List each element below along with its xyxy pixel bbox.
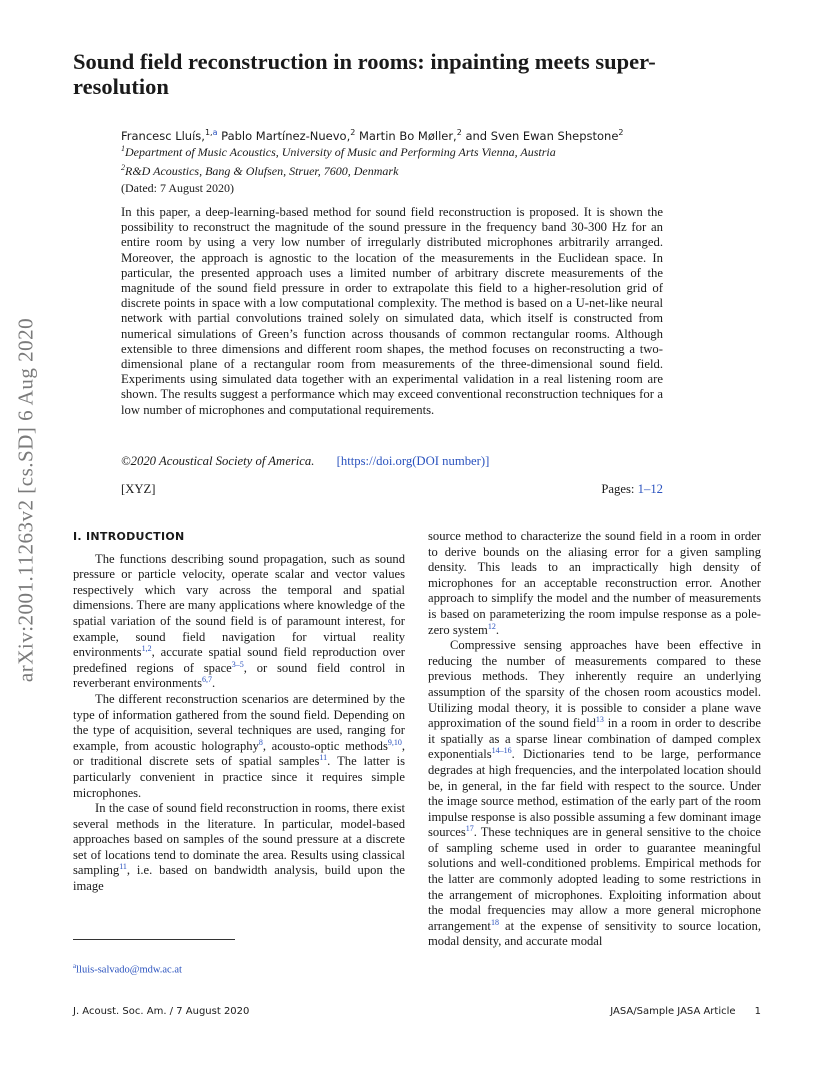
footer-journal: J. Acoust. Soc. Am. / 7 August 2020 — [73, 1006, 250, 1017]
affiliation-text: R&D Acoustics, Bang & Olufsen, Struer, 7600, Denmark — [125, 164, 399, 178]
citation-link[interactable]: 6,7 — [202, 675, 213, 685]
paragraph: Compressive sensing approaches have been effective in reducing the number of measurements compared to these previous methods. They inherently require an underlying assumption of the sparsity of the chosen room acoustics model. Utilizing modal theory, it is possible to consider a plane wave approximation of the sound field$^{13}$ in a room in order to describe it spatially as a sparse linear combination of damped complex exponentials$^{14-16}$. Dictionaries tend to be large, performance degrades at high frequencies, and the interpolated location should be, in general, in the far field with respect to the source. Under the image source method, estimation of the early part of the room impulse response is also possible assuming a few dominant image sources$^{17}$. These techniques are in general sensitive to the choice of sampling scheme used in order to guarantee meaningful solutions and well-conditioned problems. Empirical methods for the latter are commonly adopted leading to some restrictions in the arrangement of microphones. Exploiting information about the modal frequencies may allow a more general microphone arrangement$^{18}$ at the expense of sensitivity to source location, modal density, and accurate modal — [428, 638, 761, 949]
page-number: 1 — [754, 1006, 761, 1017]
affiliation-1 — [121, 141, 681, 160]
left-column — [73, 529, 405, 895]
author-name: Pablo Martínez-Nuevo, — [217, 128, 351, 143]
citation-link[interactable]: 8 — [258, 737, 263, 747]
author-name: Francesc Lluís, — [121, 128, 205, 143]
paragraph: source method to characterize the sound field in a room in order to derive bounds on the aliasing error for a given sampling density. This leads to an impractically high density of microphones for an acceptable reconstruction error. Another approach to simplify the model and the number of measurements is based on parameterizing the room impulse response as a pole-zero system$^{12}$. — [428, 529, 761, 637]
citation-link[interactable]: 14–16 — [491, 746, 512, 756]
footer-right — [560, 1006, 761, 1017]
copyright-text: ©2020 Acoustical Society of America. — [121, 454, 315, 468]
footnote-divider — [73, 939, 235, 940]
author-affil-sup: 2 — [350, 128, 356, 137]
affiliation-2 — [121, 160, 681, 179]
author-affil-sup: 2 — [456, 128, 462, 137]
doi-link[interactable]: [https://doi.org(DOI number)] — [336, 454, 490, 468]
affiliation-number: 1 — [121, 144, 125, 153]
paragraph: The different reconstruction scenarios are determined by the type of information gathered from the sound field. Depending on the type of acquisition, several techniques are used, ranging for example, from acoustic holography$^8$, acousto-optic methods$^{9,10}$, or traditional discrete sets of spatial samples$^{11}$. The latter is particularly convenient in practice since it requires simple microphones. — [73, 691, 406, 800]
paper-title: Sound field reconstruction in rooms: inpainting meets super-resolution — [73, 49, 656, 99]
citation-link[interactable]: 12 — [487, 621, 496, 631]
author-footnote-link[interactable]: a — [212, 128, 218, 137]
footnote-mark: a — [73, 962, 77, 970]
pages-link[interactable]: 1–12 — [637, 482, 663, 496]
affiliation-text: Department of Music Acoustics, University of Music and Performing Arts Vienna, Austria — [125, 145, 556, 159]
right-column — [428, 529, 761, 950]
citation-link[interactable]: 9,10 — [387, 737, 402, 747]
section-heading: I. INTRODUCTION — [73, 530, 185, 543]
pages-info — [560, 482, 663, 497]
author-name: Martin Bo Møller, — [355, 128, 457, 143]
dated-line: (Dated: 7 August 2020) — [121, 181, 234, 195]
paragraph: In the case of sound field reconstruction in rooms, there exist several methods in the literature. In particular, model-based approaches based on samples of the sound pressure at a discrete set of locations tend to dominate the area. Results using classical sampling$^{11}$, i.e. based on bandwidth analysis, build upon the image — [73, 801, 405, 894]
affiliation-number: 2 — [121, 163, 125, 172]
footnote — [73, 962, 182, 976]
citation-link[interactable]: 13 — [595, 714, 604, 724]
author-affil-sup: 2 — [618, 128, 624, 137]
citation-link[interactable]: 11 — [319, 753, 328, 763]
author-name: and Sven Ewan Shepstone — [461, 128, 619, 143]
xyz-code: [XYZ] — [121, 482, 156, 496]
arxiv-sidebar — [4, 290, 48, 710]
abstract — [121, 205, 663, 418]
email-link[interactable]: lluis-salvado@mdw.ac.at — [76, 964, 182, 976]
affiliations — [121, 141, 681, 179]
abstract-text: In this paper, a deep-learning-based method for sound field reconstruction is proposed. It is shown the possibility to reconstruct the magnitude of the sound pressure in the frequency band 30-300 Hz for an entire room by using a very low number of irregularly distributed microphones arbitrarily arranged. Moreover, the approach is agnostic to the location of the measurements in the Euclidean space. In particular, the presented approach uses a limited number of arbitrary discrete measurements of the magnitude of the sound field pressure in order to extrapolate this field to a higher-resolution grid of discrete points in space with a low computational complexity. The method is based on a U-net-like neural network with partial convolutions trained solely on simulated data, which itself is constructed from numerical simulations of Green’s function across thousands of common rectangular rooms. Although extensible to three dimensions and different room shapes, the method focuses on reconstructing a two-dimensional plane of a rectangular room from measurements of the three-dimensional sound field. Experiments using simulated data together with an experimental validation in a real listening room are shown. The results suggest a performance which may exceed conventional reconstruction techniques for a low number of microphones and computational requirements. — [121, 205, 663, 417]
author-affil-sup: 1, — [204, 128, 213, 137]
paragraph: The functions describing sound propagation, such as sound pressure or particle velocity, operate scalar and vector values respectively which vary across the temporal and spatial dimensions. There are many applications where knowledge of the spatial variation of the sound field is of paramount interest, for example, sound field navigation for virtual reality environments$^{1,2}$, accurate spatial sound field reproduction over predefined regions of space$^{3-5}$, or sound field control in reverberant environments$^{6,7}$. — [73, 551, 405, 691]
pages-label: Pages: — [601, 482, 638, 496]
citation-link[interactable]: 3–5 — [231, 659, 244, 669]
copyright-line — [121, 454, 489, 469]
footer-series: JASA/Sample JASA Article — [610, 1006, 736, 1017]
citation-link[interactable]: 17 — [465, 824, 474, 834]
citation-link[interactable]: 18 — [490, 917, 499, 927]
citation-link[interactable]: 11 — [119, 862, 127, 872]
citation-link[interactable]: 1,2 — [141, 643, 152, 653]
arxiv-identifier: arXiv:2001.11263v2 [cs.SD] 6 Aug 2020 — [13, 317, 38, 683]
